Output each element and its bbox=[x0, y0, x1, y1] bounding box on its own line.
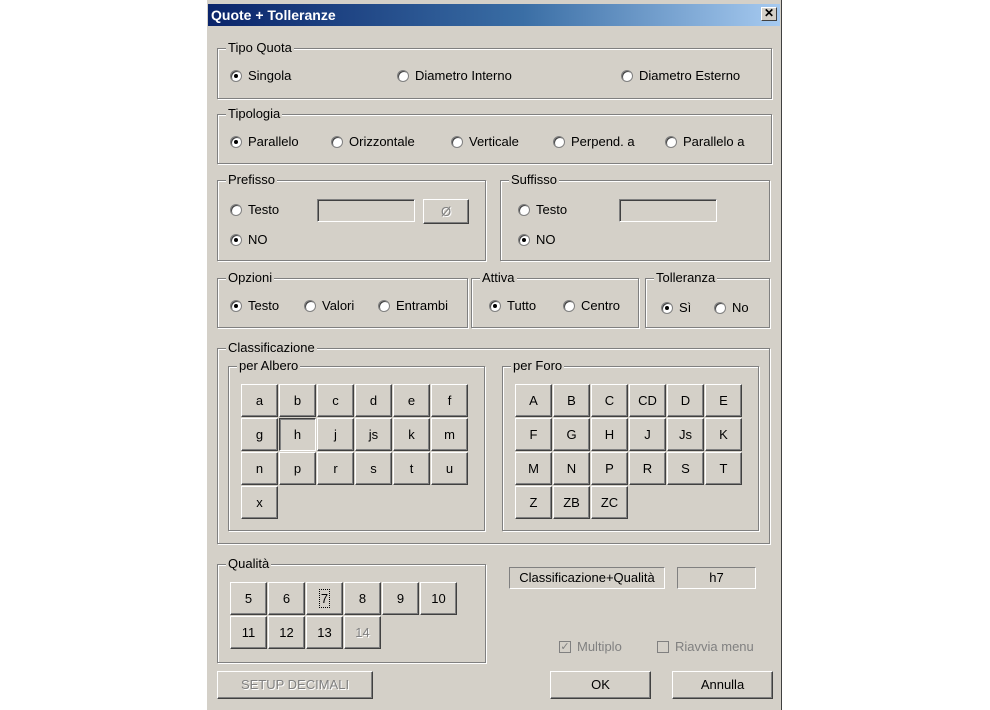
classificazione-qualita-label: Classificazione+Qualità bbox=[509, 567, 665, 589]
albero-button-s[interactable] bbox=[355, 452, 392, 485]
qualita-button-9[interactable] bbox=[382, 582, 419, 615]
foro-button-j[interactable] bbox=[629, 418, 666, 451]
tipologia-legend: Tipologia bbox=[228, 106, 281, 121]
button-label: s bbox=[370, 461, 377, 476]
button-label: T bbox=[719, 461, 728, 476]
button-label: k bbox=[408, 427, 415, 442]
qualita-button-13[interactable] bbox=[306, 616, 343, 649]
foro-button-c[interactable] bbox=[591, 384, 628, 417]
riavvia-menu-checkbox[interactable] bbox=[657, 639, 754, 654]
button-label: S bbox=[681, 461, 690, 476]
setup-decimali-button[interactable]: SETUP DECIMALI bbox=[217, 671, 373, 699]
foro-button-a[interactable] bbox=[515, 384, 552, 417]
qualita-group bbox=[217, 556, 486, 663]
button-label: G bbox=[566, 427, 577, 442]
qualita-legend: Qualità bbox=[228, 556, 270, 571]
button-label: h bbox=[293, 427, 302, 442]
radio-label: Perpend. a bbox=[571, 134, 635, 149]
diameter-symbol-button[interactable] bbox=[423, 199, 469, 224]
radio-dot bbox=[518, 234, 530, 246]
radio-label: NO bbox=[536, 232, 556, 247]
button-label: c bbox=[332, 393, 339, 408]
foro-button-f[interactable] bbox=[515, 418, 552, 451]
window-title: Quote + Tolleranze bbox=[211, 7, 336, 23]
button-label: js bbox=[368, 427, 379, 442]
attiva-group bbox=[471, 270, 639, 328]
albero-button-x[interactable] bbox=[241, 486, 278, 519]
button-label: j bbox=[334, 427, 337, 442]
radio-dot bbox=[378, 300, 390, 312]
radio-label: Singola bbox=[248, 68, 292, 83]
foro-button-zb[interactable] bbox=[553, 486, 590, 519]
radio-verticale[interactable] bbox=[451, 134, 519, 149]
button-label: R bbox=[642, 461, 653, 476]
radio-dot bbox=[518, 204, 530, 216]
foro-button-h[interactable] bbox=[591, 418, 628, 451]
radio-dot bbox=[665, 136, 677, 148]
radio-dot bbox=[621, 70, 633, 82]
suffisso-text-field[interactable] bbox=[619, 199, 717, 222]
button-label: 9 bbox=[396, 591, 405, 606]
button-label: K bbox=[719, 427, 728, 442]
tipo-quota-group bbox=[217, 40, 772, 99]
radio-label: Verticale bbox=[469, 134, 519, 149]
radio-dot bbox=[397, 70, 409, 82]
qualita-button-7[interactable] bbox=[306, 582, 343, 615]
button-label: A bbox=[529, 393, 538, 408]
opzioni-group bbox=[217, 270, 468, 328]
tipologia-group bbox=[217, 106, 772, 164]
tipo-quota-legend: Tipo Quota bbox=[228, 40, 292, 55]
radio-label: Testo bbox=[536, 202, 568, 217]
classificazione-legend: Classificazione bbox=[228, 340, 315, 355]
button-label: a bbox=[255, 393, 264, 408]
radio-dot bbox=[230, 204, 242, 216]
radio-dot bbox=[230, 136, 242, 148]
tolleranza-group bbox=[645, 270, 770, 328]
radio-dot bbox=[714, 302, 726, 314]
foro-button-t[interactable] bbox=[705, 452, 742, 485]
radio-dot bbox=[451, 136, 463, 148]
radio-tolleranza-no[interactable] bbox=[714, 300, 749, 315]
button-label: p bbox=[293, 461, 302, 476]
button-label: Z bbox=[529, 495, 538, 510]
radio-dot bbox=[230, 70, 242, 82]
radio-perpend-a[interactable] bbox=[553, 134, 635, 149]
radio-dot bbox=[553, 136, 565, 148]
foro-button-n[interactable] bbox=[553, 452, 590, 485]
button-label: ZB bbox=[563, 495, 580, 510]
radio-label: Tutto bbox=[507, 298, 537, 313]
radio-dot bbox=[563, 300, 575, 312]
attiva-legend: Attiva bbox=[482, 270, 515, 285]
checkmark-icon: ✓ bbox=[560, 640, 570, 653]
radio-label: Parallelo a bbox=[683, 134, 745, 149]
dialog-window bbox=[206, 0, 782, 710]
albero-button-n[interactable] bbox=[241, 452, 278, 485]
foro-button-e[interactable] bbox=[705, 384, 742, 417]
prefisso-text-field[interactable] bbox=[317, 199, 415, 222]
button-label: M bbox=[528, 461, 539, 476]
radio-opzioni-valori[interactable] bbox=[304, 298, 354, 313]
button-label: 5 bbox=[244, 591, 253, 606]
foro-button-s[interactable] bbox=[667, 452, 704, 485]
albero-button-a[interactable] bbox=[241, 384, 278, 417]
foro-button-b[interactable] bbox=[553, 384, 590, 417]
button-label: Js bbox=[679, 427, 692, 442]
radio-attiva-centro[interactable] bbox=[563, 298, 620, 313]
albero-legend: per Albero bbox=[239, 358, 299, 373]
radio-parallelo[interactable] bbox=[230, 134, 299, 149]
radio-orizzontale[interactable] bbox=[331, 134, 415, 149]
qualita-button-8[interactable] bbox=[344, 582, 381, 615]
radio-label: Centro bbox=[581, 298, 621, 313]
radio-label: Entrambi bbox=[396, 298, 449, 313]
albero-button-h[interactable] bbox=[279, 418, 316, 451]
radio-suffisso-no[interactable] bbox=[518, 232, 556, 247]
qualita-button-14[interactable] bbox=[344, 616, 381, 649]
button-label: ZC bbox=[600, 495, 619, 510]
radio-diametro-interno[interactable] bbox=[397, 68, 512, 83]
radio-label: Valori bbox=[322, 298, 355, 313]
foro-button-zc[interactable] bbox=[591, 486, 628, 519]
button-label: e bbox=[407, 393, 416, 408]
ok-button[interactable]: OK bbox=[550, 671, 651, 699]
qualita-button-6[interactable] bbox=[268, 582, 305, 615]
foro-button-m[interactable] bbox=[515, 452, 552, 485]
albero-button-k[interactable] bbox=[393, 418, 430, 451]
annulla-button[interactable]: Annulla bbox=[672, 671, 773, 699]
title-bar[interactable] bbox=[208, 4, 780, 26]
close-button[interactable] bbox=[761, 7, 777, 21]
button-label: CD bbox=[638, 393, 657, 408]
radio-dot bbox=[230, 300, 242, 312]
button-label: C bbox=[604, 393, 615, 408]
radio-label: Diametro Esterno bbox=[639, 68, 741, 83]
button-label: 11 bbox=[241, 625, 256, 640]
button-label: J bbox=[644, 427, 651, 442]
button-label: 14 bbox=[355, 625, 370, 640]
albero-button-f[interactable] bbox=[431, 384, 468, 417]
radio-prefisso-no[interactable] bbox=[230, 232, 268, 247]
albero-button-js[interactable] bbox=[355, 418, 392, 451]
foro-button-k[interactable] bbox=[705, 418, 742, 451]
radio-label: NO bbox=[248, 232, 268, 247]
radio-label: Orizzontale bbox=[349, 134, 415, 149]
button-label: t bbox=[409, 461, 414, 476]
radio-singola[interactable] bbox=[230, 68, 291, 83]
radio-dot bbox=[661, 302, 673, 314]
button-label: 7 bbox=[320, 591, 329, 606]
opzioni-legend: Opzioni bbox=[228, 270, 273, 285]
albero-button-r[interactable] bbox=[317, 452, 354, 485]
qualita-button-12[interactable] bbox=[268, 616, 305, 649]
button-label: 6 bbox=[282, 591, 291, 606]
radio-prefisso-testo[interactable] bbox=[230, 202, 279, 217]
foro-button-z[interactable] bbox=[515, 486, 552, 519]
suffisso-group bbox=[500, 172, 770, 261]
prefisso-legend: Prefisso bbox=[228, 172, 275, 187]
albero-button-d[interactable] bbox=[355, 384, 392, 417]
albero-button-b[interactable] bbox=[279, 384, 316, 417]
qualita-button-10[interactable] bbox=[420, 582, 457, 615]
albero-button-g[interactable] bbox=[241, 418, 278, 451]
button-label: E bbox=[719, 393, 728, 408]
checkbox-label: Riavvia menu bbox=[675, 639, 754, 654]
checkbox-box bbox=[657, 641, 669, 653]
albero-button-p[interactable] bbox=[279, 452, 316, 485]
button-label: H bbox=[604, 427, 615, 442]
button-label: m bbox=[444, 427, 455, 442]
qualita-button-11[interactable] bbox=[230, 616, 267, 649]
diameter-icon: Ø bbox=[440, 204, 452, 219]
albero-button-j[interactable] bbox=[317, 418, 354, 451]
result-value-field: h7 bbox=[677, 567, 756, 589]
prefisso-group bbox=[217, 172, 486, 261]
button-label: 8 bbox=[358, 591, 367, 606]
radio-attiva-tutto[interactable] bbox=[489, 298, 536, 313]
foro-button-p[interactable] bbox=[591, 452, 628, 485]
radio-tolleranza-si[interactable] bbox=[661, 300, 691, 315]
qualita-button-5[interactable] bbox=[230, 582, 267, 615]
checkbox-label: Multiplo bbox=[577, 639, 622, 654]
albero-button-t[interactable] bbox=[393, 452, 430, 485]
foro-button-d[interactable] bbox=[667, 384, 704, 417]
radio-label: No bbox=[732, 300, 749, 315]
button-label: b bbox=[293, 393, 302, 408]
multiplo-checkbox[interactable] bbox=[559, 639, 622, 654]
button-label: D bbox=[680, 393, 691, 408]
button-label: g bbox=[255, 427, 264, 442]
radio-label: Diametro Interno bbox=[415, 68, 512, 83]
foro-group bbox=[502, 358, 759, 531]
button-label: r bbox=[333, 461, 338, 476]
button-label: u bbox=[445, 461, 454, 476]
classificazione-group bbox=[217, 340, 770, 544]
button-label: 12 bbox=[279, 625, 294, 640]
radio-suffisso-testo[interactable] bbox=[518, 202, 567, 217]
button-label: P bbox=[605, 461, 614, 476]
albero-group bbox=[228, 358, 485, 531]
albero-button-c[interactable] bbox=[317, 384, 354, 417]
radio-diametro-esterno[interactable] bbox=[621, 68, 740, 83]
button-label: F bbox=[529, 427, 538, 442]
foro-button-cd[interactable] bbox=[629, 384, 666, 417]
radio-opzioni-testo[interactable] bbox=[230, 298, 279, 313]
button-label: B bbox=[567, 393, 576, 408]
radio-parallelo-a[interactable] bbox=[665, 134, 744, 149]
radio-label: Testo bbox=[248, 202, 280, 217]
button-label: x bbox=[256, 495, 263, 510]
button-label: n bbox=[255, 461, 264, 476]
foro-button-g[interactable] bbox=[553, 418, 590, 451]
radio-label: Sì bbox=[679, 300, 692, 315]
radio-label: Testo bbox=[248, 298, 280, 313]
albero-button-m[interactable] bbox=[431, 418, 468, 451]
close-icon: ✕ bbox=[763, 6, 775, 20]
albero-button-e[interactable] bbox=[393, 384, 430, 417]
radio-dot bbox=[489, 300, 501, 312]
button-label: 13 bbox=[317, 625, 332, 640]
albero-button-u[interactable] bbox=[431, 452, 468, 485]
radio-dot bbox=[331, 136, 343, 148]
foro-button-r[interactable] bbox=[629, 452, 666, 485]
foro-legend: per Foro bbox=[513, 358, 563, 373]
tolleranza-legend: Tolleranza bbox=[656, 270, 716, 285]
suffisso-legend: Suffisso bbox=[511, 172, 558, 187]
radio-dot bbox=[304, 300, 316, 312]
radio-label: Parallelo bbox=[248, 134, 299, 149]
radio-opzioni-entrambi[interactable] bbox=[378, 298, 448, 313]
button-label: d bbox=[369, 393, 378, 408]
button-label: 10 bbox=[431, 591, 446, 606]
button-label: N bbox=[566, 461, 577, 476]
foro-button-js[interactable] bbox=[667, 418, 704, 451]
button-label: f bbox=[447, 393, 452, 408]
radio-dot bbox=[230, 234, 242, 246]
